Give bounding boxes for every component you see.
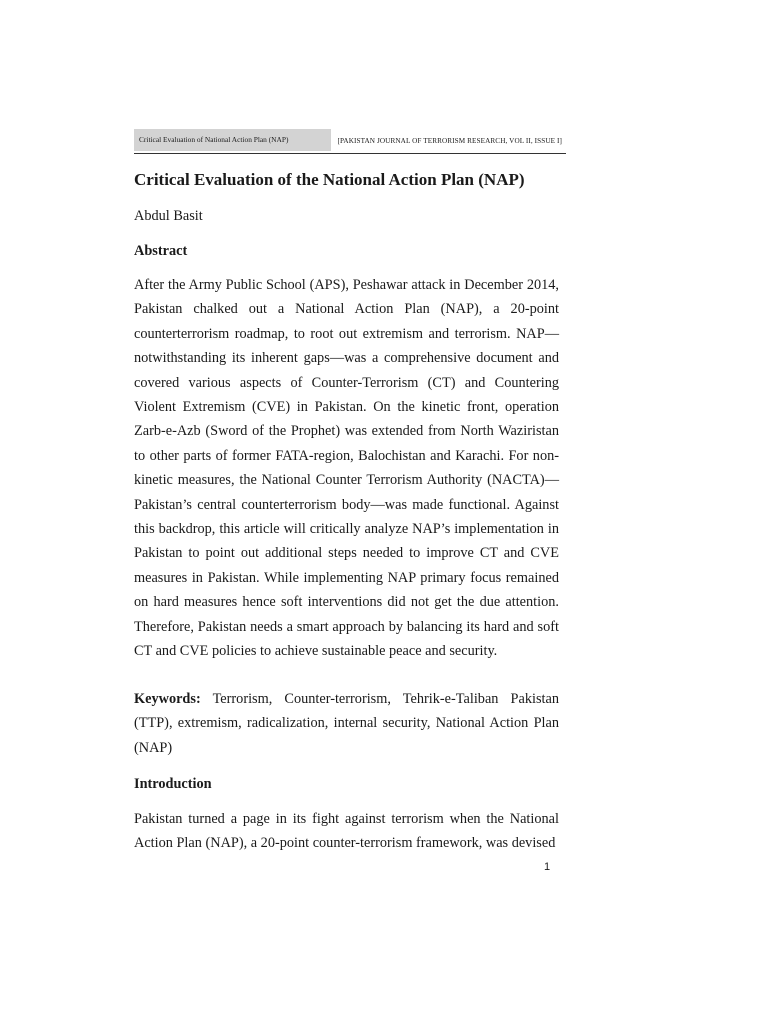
keywords-paragraph — [134, 687, 559, 760]
introduction-heading: Introduction — [134, 776, 212, 792]
running-header-short-title: Critical Evaluation of National Action Plan (NAP) — [134, 129, 331, 151]
abstract-paragraph: After the Army Public School (APS), Peshawar attack in December 2014, Pakistan chalked out a National Action Plan (NAP), a 20-point counterterrorism roadmap, to root out extremism and terrorism. NAP—notwithstanding its inherent gaps—was a comprehensive document and covered various aspects of Counter-Terrorism (CT) and Countering Violent Extremism (CVE) in Pakistan. On the kinetic front, operation Zarb-e-Azb (Sword of the Prophet) was extended from North Waziristan to other parts of former FATA-region, Balochistan and Karachi. For non-kinetic measures, the National Counter Terrorism Authority (NACTA)—Pakistan’s central counterterrorism body—was made functional. Against this backdrop, this article will critically analyze NAP’s implementation in Pakistan to point out additional steps needed to improve CT and CVE measures in Pakistan. While implementing NAP primary focus remained on hard measures hence soft interventions did not get the due attention. Therefore, Pakistan needs a smart approach by balancing its hard and soft CT and CVE policies to achieve sustainable peace and security. — [134, 277, 559, 660]
running-header-journal: [PAKISTAN JOURNAL OF TERRORISM RESEARCH, VOL II, ISSUE I] — [337, 137, 562, 145]
keywords-text: Terrorism, Counter-terrorism, Tehrik-e-Taliban Pakistan (TTP), extremism, radicalization, internal security, National Action Plan (NAP) — [134, 691, 559, 756]
introduction-paragraph: Pakistan turned a page in its fight against terrorism when the National Action Plan (NAP), a 20-point counter-terrorism framework, was devised — [134, 811, 559, 852]
keywords-label: Keywords: — [134, 691, 201, 707]
article-title: Critical Evaluation of the National Action Plan (NAP) — [134, 170, 525, 189]
page-number: 1 — [544, 861, 551, 873]
running-header — [134, 129, 566, 154]
article-author: Abdul Basit — [134, 208, 203, 224]
abstract-heading: Abstract — [134, 243, 188, 259]
